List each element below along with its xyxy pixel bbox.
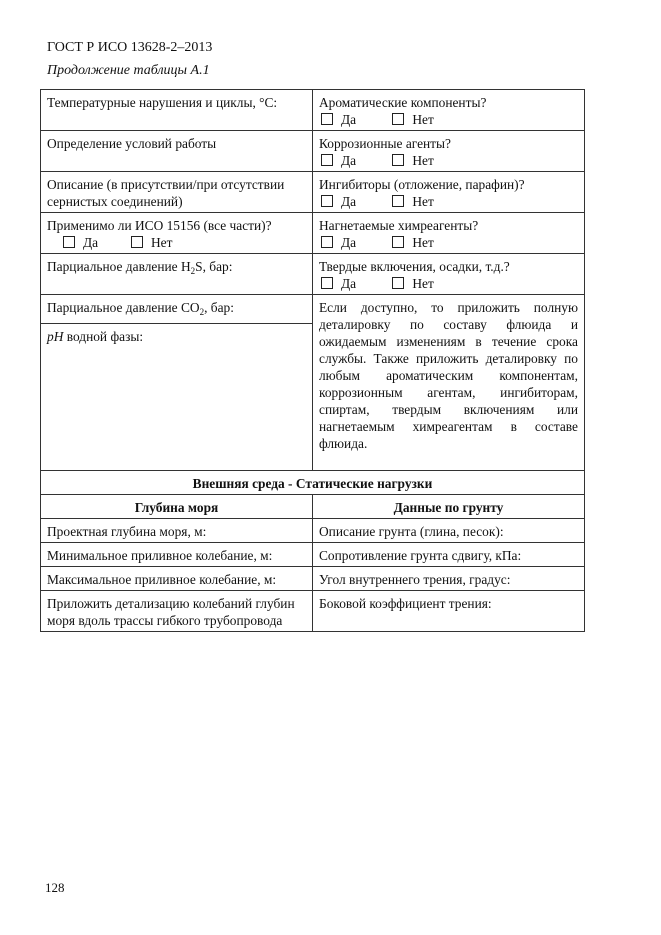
checkbox-inhibitors-no[interactable] [392,195,404,207]
cell-iso15156: Применимо ли ИСО 15156 (все части)? Да Нет [41,213,313,254]
table-continuation-caption: Продолжение таблицы А.1 [47,63,210,78]
table-row [41,567,585,591]
checkbox-corrosive-no[interactable] [392,154,404,166]
section-header-row [41,471,585,495]
cell-friction-angle: Угол внутреннего трения, градус: [313,567,585,591]
checkbox-aromatic-yes[interactable] [321,113,333,125]
cell-min-tide: Минимальное приливное колебание, м: [41,543,313,567]
checkbox-chemicals-yes[interactable] [321,236,333,248]
checkbox-iso15156-yes[interactable] [63,236,75,248]
cell-ph: pH водной фазы: [41,324,313,471]
cell-solids: Твердые включения, осадки, т.д.? Да Нет [313,254,585,295]
table-row [41,295,585,324]
table-row [41,254,585,295]
cell-fluid-composition-note: Если доступно, то приложить полную деталировку по составу флюида и ожидаемым изменениям в течение срока службы. Также приложить деталировку по любым ароматическим компонентам, коррозионным агентам, ингибиторам, спиртам, твердым включениям или нагнетаемым химреагентам в составе флюида. [313,295,585,471]
column-header-sea-depth: Глубина моря [41,495,313,519]
column-header-row [41,495,585,519]
cell-lateral-friction: Боковой коэффициент трения: [313,591,585,632]
checkbox-solids-yes[interactable] [321,277,333,289]
cell-injected-chemicals: Нагнетаемые химреагенты? Да Нет [313,213,585,254]
standard-designation: ГОСТ Р ИСО 13628-2–2013 [47,40,213,55]
table-row [41,131,585,172]
cell-shear-strength: Сопротивление грунта сдвигу, кПа: [313,543,585,567]
cell-operating-conditions: Определение условий работы [41,131,313,172]
cell-max-tide: Максимальное приливное колебание, м: [41,567,313,591]
column-header-soil-data: Данные по грунту [313,495,585,519]
cell-soil-description: Описание грунта (глина, песок): [313,519,585,543]
cell-aromatic: Ароматические компоненты? Да Нет [313,90,585,131]
cell-corrosive: Коррозионные агенты? Да Нет [313,131,585,172]
cell-sour-description: Описание (в присутствии/при отсутствии сернистых соединений) [41,172,313,213]
page-number: 128 [45,880,65,895]
checkbox-chemicals-no[interactable] [392,236,404,248]
questionnaire-table [40,89,585,632]
cell-inhibitors: Ингибиторы (отложение, парафин)? Да Нет [313,172,585,213]
cell-co2-pressure: Парциальное давление $CO_2$, бар: [41,295,313,324]
checkbox-solids-no[interactable] [392,277,404,289]
cell-temperature: Температурные нарушения и циклы, °С: [41,90,313,131]
table-row [41,213,585,254]
section-title: Внешняя среда - Статические нагрузки [41,471,585,495]
cell-depth-variation: Приложить детализацию колебаний глубин моря вдоль трассы гибкого трубопровода [41,591,313,632]
table-row [41,591,585,632]
cell-h2s-pressure: Парциальное давление $H_2S$, бар: [41,254,313,295]
checkbox-aromatic-no[interactable] [392,113,404,125]
table-row [41,172,585,213]
checkbox-inhibitors-yes[interactable] [321,195,333,207]
table-row [41,519,585,543]
checkbox-iso15156-no[interactable] [131,236,143,248]
cell-design-depth: Проектная глубина моря, м: [41,519,313,543]
checkbox-corrosive-yes[interactable] [321,154,333,166]
table-row [41,543,585,567]
table-row [41,90,585,131]
